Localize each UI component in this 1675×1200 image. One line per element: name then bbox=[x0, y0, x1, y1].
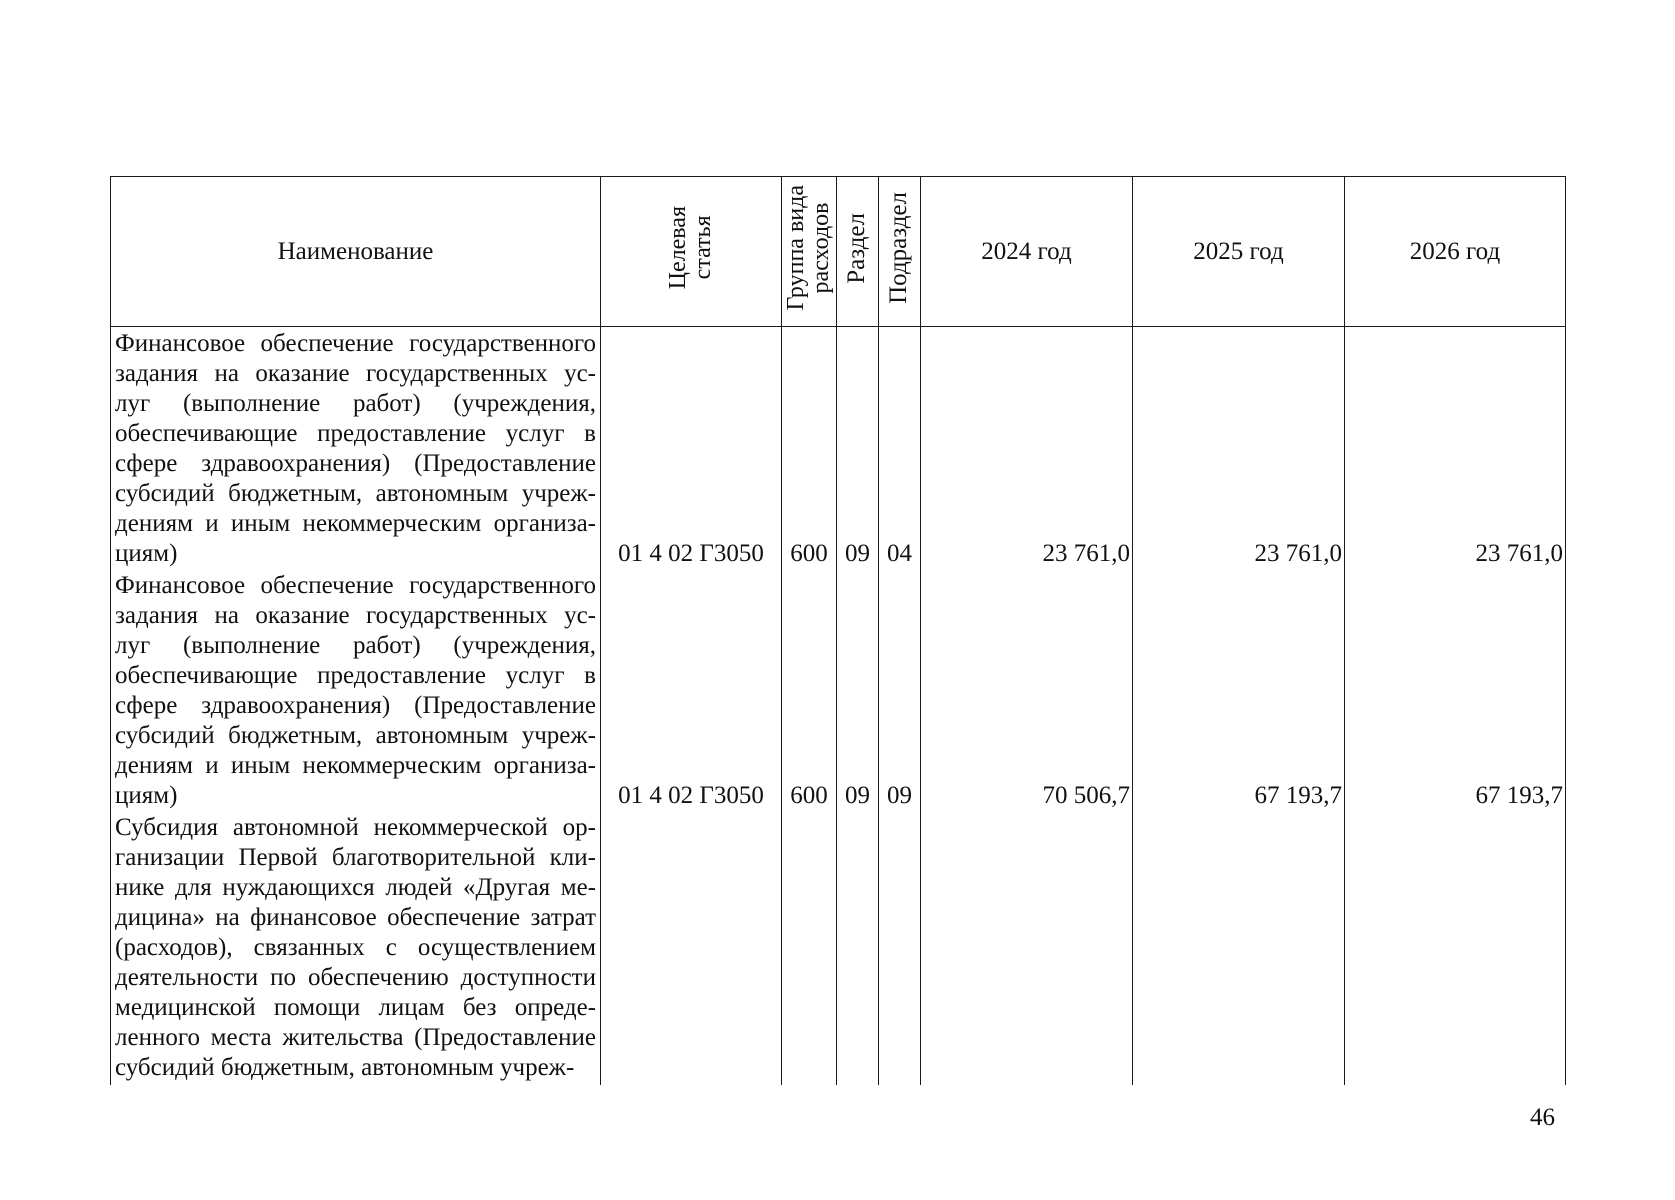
row-target-article: 01 4 02 Г3050 bbox=[601, 327, 782, 570]
row-subsection bbox=[879, 811, 921, 1085]
row-name: Финансовое обеспечение государственного задания на оказание государственных ус- луг (выполнение работ) (учреждения, обеспечивающие предоставление услуг в сфере здравоохранения) (Предоставление субсидий бюджетным, автономным учреж- дениям и иным некоммерческим организа- циям) bbox=[111, 569, 601, 811]
row-expense-group: 600 bbox=[782, 327, 837, 570]
row-amount-2025 bbox=[1133, 811, 1345, 1085]
header-year-2025: 2025 год bbox=[1133, 177, 1345, 327]
row-name: Финансовое обеспечение государственного задания на оказание государственных ус- луг (выполнение работ) (учреждения, обеспечивающие предоставление услуг в сфере здравоохранения) (Предоставление субсидий бюджетным, автономным учреж- дениям и иным некоммерческим организа- циям) bbox=[111, 327, 601, 570]
header-expense-group-text: Группа вида расходов bbox=[782, 185, 834, 311]
row-amount-2026 bbox=[1345, 811, 1566, 1085]
budget-table bbox=[110, 176, 1566, 1085]
header-name: Наименование bbox=[111, 177, 601, 327]
row-amount-2026: 23 761,0 bbox=[1345, 327, 1566, 570]
row-section: 09 bbox=[837, 327, 879, 570]
row-section: 09 bbox=[837, 569, 879, 811]
row-subsection: 04 bbox=[879, 327, 921, 570]
header-target-article-text: Целевая статья bbox=[664, 206, 716, 290]
header-expense-group bbox=[782, 177, 837, 327]
row-expense-group: 600 bbox=[782, 569, 837, 811]
row-target-article bbox=[601, 811, 782, 1085]
page-number: 46 bbox=[1530, 1104, 1555, 1131]
header-section: Раздел bbox=[837, 177, 879, 327]
table-row bbox=[111, 327, 1566, 570]
table-row bbox=[111, 811, 1566, 1085]
row-amount-2024: 70 506,7 bbox=[921, 569, 1133, 811]
row-amount-2025: 67 193,7 bbox=[1133, 569, 1345, 811]
row-target-article: 01 4 02 Г3050 bbox=[601, 569, 782, 811]
row-amount-2025: 23 761,0 bbox=[1133, 327, 1345, 570]
header-subsection: Подраздел bbox=[879, 177, 921, 327]
row-expense-group bbox=[782, 811, 837, 1085]
table-row bbox=[111, 569, 1566, 811]
row-name: Субсидия автономной некоммерческой ор- ганизации Первой благотворительной кли- нике для нуждающихся людей «Другая ме- дицина» на финансовое обеспечение затрат (расходов), связанных с осуществлением деятельности по обеспечению доступности медицинской помощи лицам без опреде- ленного места жительства (Предоставление субсидий бюджетным, автономным учреж- bbox=[111, 811, 601, 1085]
row-amount-2026: 67 193,7 bbox=[1345, 569, 1566, 811]
row-amount-2024 bbox=[921, 811, 1133, 1085]
header-year-2024: 2024 год bbox=[921, 177, 1133, 327]
table-header-row bbox=[111, 177, 1566, 327]
row-amount-2024: 23 761,0 bbox=[921, 327, 1133, 570]
header-year-2026: 2026 год bbox=[1345, 177, 1566, 327]
row-subsection: 09 bbox=[879, 569, 921, 811]
row-section bbox=[837, 811, 879, 1085]
header-target-article bbox=[601, 177, 782, 327]
